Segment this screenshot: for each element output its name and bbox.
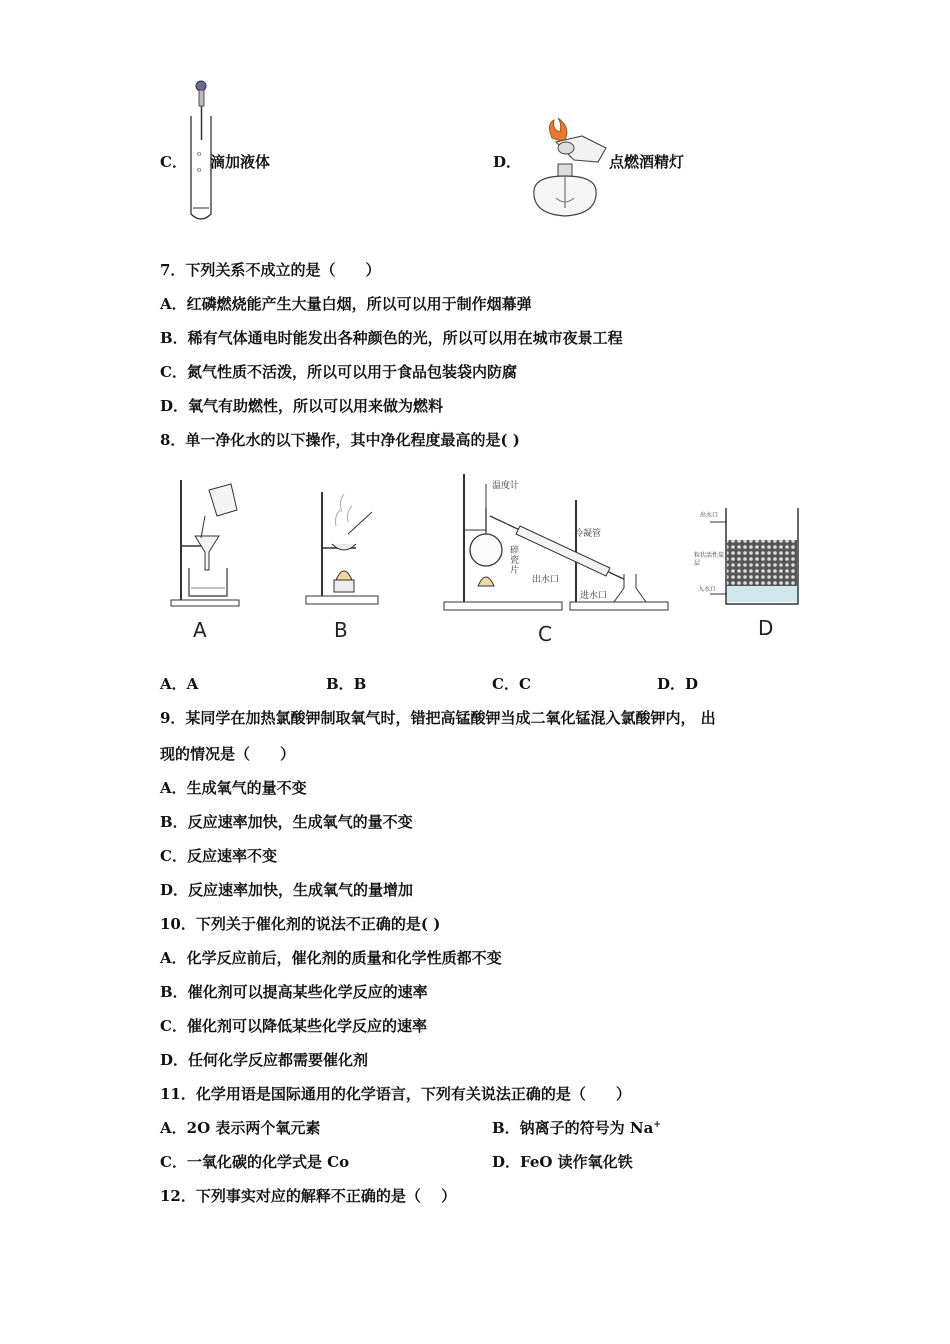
q10-option-b: B．催化剂可以提高某些化学反应的速率	[160, 983, 428, 1001]
q9-option-a: A．生成氧气的量不变	[160, 779, 307, 797]
condenser-label: 冷凝管	[574, 529, 602, 539]
q11-option-d: D．FeO 读作氧化铁	[492, 1153, 633, 1171]
q8-figure-a-filtration	[165, 470, 245, 650]
q9-option-c: C．反应速率不变	[160, 847, 277, 865]
q8-stem: 8．单一净化水的以下操作，其中净化程度最高的是( )	[160, 431, 520, 449]
q10-option-d: D．任何化学反应都需要催化剂	[160, 1051, 369, 1069]
d-bottom-label: 入水口	[698, 586, 717, 593]
q8-figure-c-distillation	[440, 470, 672, 650]
q8-figure-b-evaporation	[302, 482, 382, 652]
option-text: B．钠离子的符号为 Na	[492, 1119, 654, 1137]
q8-option-d: D．D	[657, 675, 699, 693]
thermometer-label: 温度计	[492, 481, 520, 491]
q11-stem: 11．化学用语是国际通用的化学语言，下列有关说法正确的是（ ）	[160, 1085, 631, 1103]
q9-option-b: B．反应速率加快，生成氧气的量不变	[160, 813, 413, 831]
option-letter: C．	[160, 153, 187, 171]
charge-superscript: +	[653, 1120, 661, 1130]
q7-option-a: A．红磷燃烧能产生大量白烟，所以可以用于制作烟幕弹	[160, 295, 532, 313]
q7-option-c: C．氮气性质不活泼，所以可以用于食品包装袋内防腐	[160, 363, 517, 381]
dropper-test-tube-figure	[182, 76, 222, 226]
q11-option-a: A．2O 表示两个氧元素	[160, 1119, 321, 1137]
q7-option-b: B．稀有气体通电时能发出各种颜色的光，所以可以用在城市夜景工程	[160, 329, 623, 347]
svg-text:o: o	[197, 150, 202, 158]
figure-label: B	[334, 618, 348, 642]
d-mid-label: 粒状活性炭层	[694, 552, 725, 567]
q9-stem-line1: 9．某同学在加热氯酸钾制取氧气时，错把高锰酸钾当成二氧化锰混入氯酸钾内， 出	[160, 709, 716, 727]
q9-stem-line2: 现的情况是（ ）	[160, 745, 296, 763]
q8-option-c: C．C	[492, 675, 531, 693]
q7-stem: 7．下列关系不成立的是（ ）	[160, 261, 381, 279]
svg-text:o: o	[197, 166, 202, 174]
water-out-label: 出水口	[532, 575, 560, 585]
q10-option-c: C．催化剂可以降低某些化学反应的速率	[160, 1017, 427, 1035]
option-text: 点燃酒精灯	[609, 153, 685, 171]
q11-option-b	[492, 1118, 661, 1138]
q8-option-a: A．A	[160, 675, 199, 693]
q11-option-c: C．一氧化碳的化学式是 Co	[160, 1153, 350, 1171]
q9-option-d: D．反应速率加快，生成氧气的量增加	[160, 881, 414, 899]
alcohol-lamp-figure	[516, 118, 614, 226]
q8-option-b: B．B	[326, 675, 367, 693]
chips-label: 碎瓷片	[510, 546, 520, 576]
figure-label: D	[758, 616, 774, 640]
q7-option-d: D．氧气有助燃性，所以可以用来做为燃料	[160, 397, 444, 415]
q12-stem: 12．下列事实对应的解释不正确的是（ ）	[160, 1187, 457, 1205]
figure-label: A	[193, 618, 207, 642]
option-letter: D．	[493, 153, 522, 171]
water-in-label: 进水口	[580, 591, 608, 601]
q8-figure-d-carbon-filter	[694, 496, 804, 646]
option-c-dropper	[160, 152, 270, 172]
q10-stem: 10．下列关于催化剂的说法不正确的是( )	[160, 915, 441, 933]
q10-option-a: A．化学反应前后，催化剂的质量和化学性质都不变	[160, 949, 502, 967]
figure-label: C	[538, 622, 552, 646]
d-top-label: 出水口	[700, 512, 719, 519]
option-d-lamp	[493, 152, 684, 172]
option-text: 滴加液体	[210, 153, 271, 171]
